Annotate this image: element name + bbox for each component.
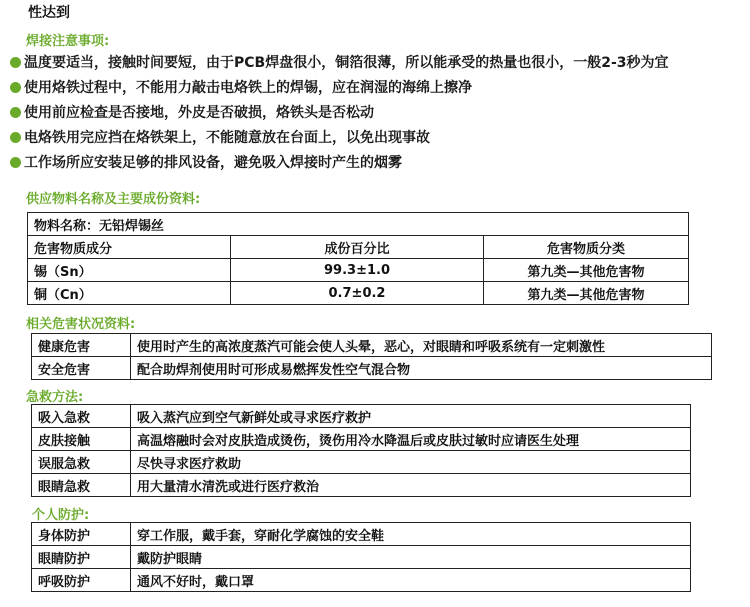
table-cell: 第九类—其他危害物 bbox=[484, 282, 689, 305]
table-cell: 用大量清水清洗或进行医疗救治 bbox=[131, 474, 691, 497]
table-row bbox=[32, 357, 712, 380]
table-row bbox=[32, 451, 691, 474]
table-cell: 通风不好时，戴口罩 bbox=[131, 569, 691, 592]
bullet-dot-icon bbox=[10, 82, 21, 93]
table-cell: 呼吸防护 bbox=[32, 569, 131, 592]
table-cell: 配合助焊剂使用时可形成易燃挥发性空气混合物 bbox=[131, 357, 712, 380]
table-cell: 误服急救 bbox=[32, 451, 131, 474]
table-row bbox=[32, 334, 712, 357]
table-cell: 戴防护眼睛 bbox=[131, 546, 691, 569]
table-cell: 第九类—其他危害物 bbox=[484, 259, 689, 282]
table-cell: 使用时产生的高浓度蒸汽可能会使人头晕，恶心，对眼睛和呼吸系统有一定刺激性 bbox=[131, 334, 712, 357]
welding-notes-title: 焊接注意事项: bbox=[26, 34, 110, 49]
welding-note-1: 温度要适当，接触时间要短，由于PCB焊盘很小，铜箔很薄，所以能承受的热量也很小，一般2-3秒为宜 bbox=[10, 50, 669, 74]
material-name-cell: 物料名称：无铅焊锡丝 bbox=[28, 213, 689, 236]
materials-table bbox=[27, 212, 689, 305]
materials-title: 供应物料名称及主要成份资料: bbox=[26, 192, 201, 207]
header-cell: 成份百分比 bbox=[231, 236, 484, 259]
welding-note-3: 使用前应检查是否接地，外皮是否破损，烙铁头是否松动 bbox=[10, 100, 374, 124]
table-cell: 吸入蒸汽应到空气新鲜处或寻求医疗救护 bbox=[131, 405, 691, 428]
table-cell: 吸入急救 bbox=[32, 405, 131, 428]
bullet-dot-icon bbox=[10, 157, 21, 168]
table-cell: 眼睛防护 bbox=[32, 546, 131, 569]
welding-note-2: 使用烙铁过程中，不能用力敲击电烙铁上的焊锡，应在润湿的海绵上擦净 bbox=[10, 75, 472, 99]
table-cell: 身体防护 bbox=[32, 523, 131, 546]
table-row bbox=[32, 474, 691, 497]
table-cell: 锡（Sn） bbox=[28, 259, 231, 282]
table-cell: 99.3±1.0 bbox=[231, 259, 484, 282]
table-row bbox=[32, 405, 691, 428]
welding-note-4: 电烙铁用完应挡在烙铁架上，不能随意放在台面上，以免出现事故 bbox=[10, 125, 430, 149]
table-cell: 眼睛急救 bbox=[32, 474, 131, 497]
table-row bbox=[32, 428, 691, 451]
table-header-row bbox=[28, 236, 689, 259]
table-row bbox=[28, 259, 689, 282]
top-text: 性达到 bbox=[28, 5, 70, 21]
protection-table bbox=[31, 522, 691, 592]
first-aid-title: 急救方法: bbox=[26, 390, 84, 405]
bullet-dot-icon bbox=[10, 107, 21, 118]
table-cell: 铜（Cn） bbox=[28, 282, 231, 305]
table-cell: 皮肤接触 bbox=[32, 428, 131, 451]
table-cell: 尽快寻求医疗救助 bbox=[131, 451, 691, 474]
bullet-dot-icon bbox=[10, 57, 21, 68]
table-cell: 0.7±0.2 bbox=[231, 282, 484, 305]
table-cell: 穿工作服，戴手套，穿耐化学腐蚀的安全鞋 bbox=[131, 523, 691, 546]
bullet-dot-icon bbox=[10, 132, 21, 143]
first-aid-table bbox=[31, 404, 691, 497]
hazards-table bbox=[31, 333, 712, 380]
protection-title: 个人防护: bbox=[32, 508, 90, 523]
table-row bbox=[32, 569, 691, 592]
table-cell: 高温熔融时会对皮肤造成烫伤，烫伤用冷水降温后或皮肤过敏时应请医生处理 bbox=[131, 428, 691, 451]
table-cell: 健康危害 bbox=[32, 334, 131, 357]
table-row bbox=[32, 523, 691, 546]
table-row bbox=[28, 282, 689, 305]
table-row bbox=[32, 546, 691, 569]
table-cell: 安全危害 bbox=[32, 357, 131, 380]
welding-note-5: 工作场所应安装足够的排风设备，避免吸入焊接时产生的烟雾 bbox=[10, 150, 402, 174]
hazards-title: 相关危害状况资料: bbox=[26, 317, 136, 332]
header-cell: 危害物质分类 bbox=[484, 236, 689, 259]
header-cell: 危害物质成分 bbox=[28, 236, 231, 259]
